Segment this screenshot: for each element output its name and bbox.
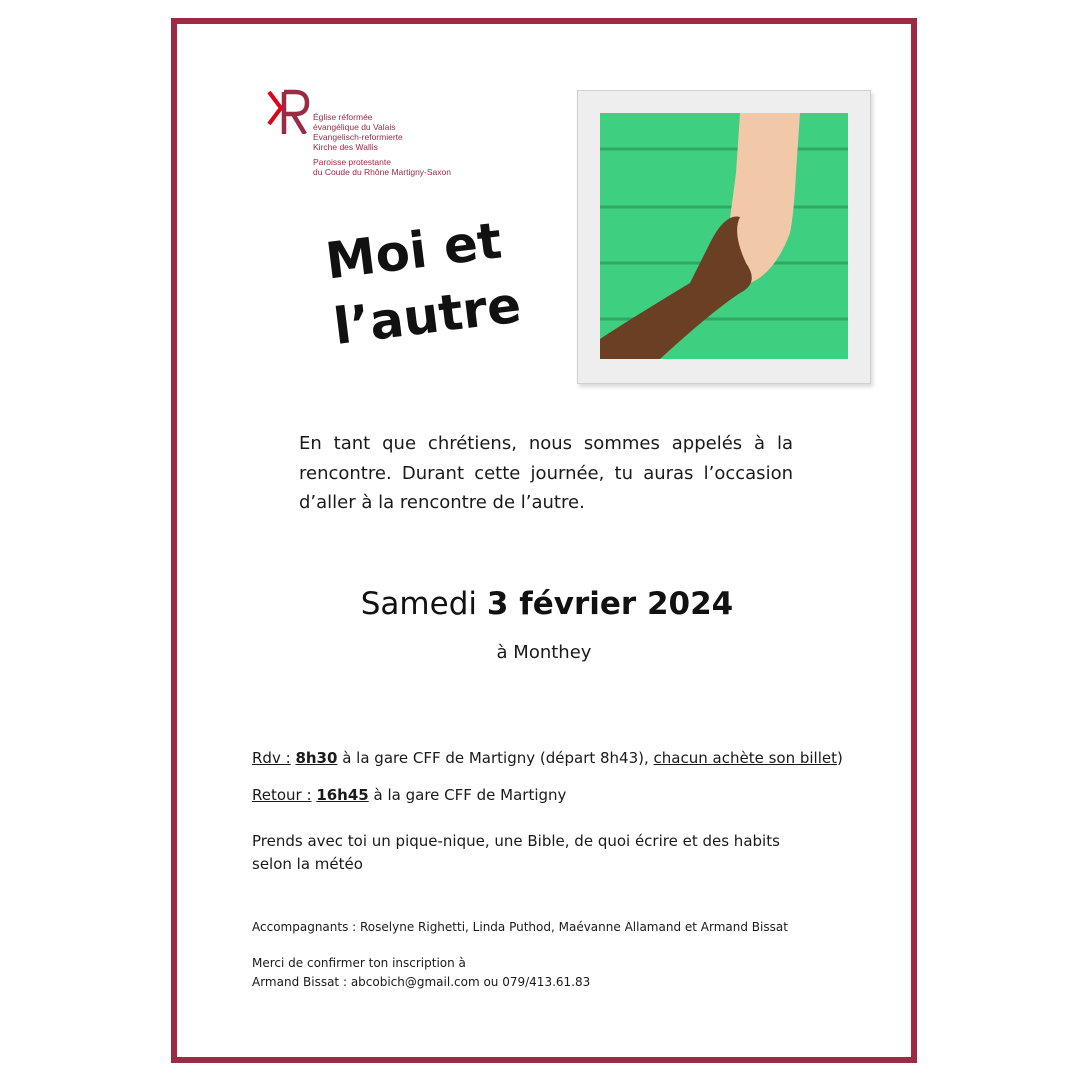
title-line-2: l’autre: [330, 275, 525, 357]
retour-line: [252, 786, 566, 804]
hands-holding-icon: [600, 113, 848, 359]
poster-frame: [171, 18, 917, 1063]
title-line-1: Moi et: [322, 211, 505, 291]
rdv-time: 8h30: [295, 749, 338, 767]
rdv-line: [252, 749, 843, 767]
rdv-close: ): [836, 749, 843, 767]
rdv-label: Rdv :: [252, 749, 291, 767]
confirm-contact: Armand Bissat : abcobich@gmail.com ou 079/413.61.83: [252, 975, 591, 989]
companions: Accompagnants : Roselyne Righetti, Linda Puthod, Maévanne Allamand et Armand Bissat: [252, 920, 788, 934]
hands-photo: [577, 90, 871, 384]
confirm-line-1: Merci de confirmer ton inscription à: [252, 956, 466, 970]
church-logo-icon: [267, 88, 311, 134]
date-day: Samedi: [360, 586, 477, 622]
event-date: [177, 586, 917, 622]
church-name: Église réformée évangélique du Valais Evangelisch-reformierte Kirche des Wallis Paroisse protestante du Coude du Rhône Martigny-Saxon: [313, 112, 451, 177]
event-place: à Monthey: [496, 642, 592, 663]
retour-label: Retour :: [252, 786, 312, 804]
rdv-text: à la gare CFF de Martigny (départ 8h43),: [337, 749, 654, 767]
poster-title: [322, 202, 556, 360]
ticket-note: chacun achète son billet: [653, 749, 837, 767]
retour-time: 16h45: [316, 786, 369, 804]
bring-list: Prends avec toi un pique-nique, une Bible, de quoi écrire et des habits selon la météo: [252, 832, 780, 873]
date-value: 3 février 2024: [486, 586, 734, 622]
intro-paragraph: En tant que chrétiens, nous sommes appelés à la rencontre. Durant cette journée, tu auras l’occasion d’aller à la rencontre de l’autre.: [299, 433, 793, 513]
retour-text: à la gare CFF de Martigny: [368, 786, 567, 804]
